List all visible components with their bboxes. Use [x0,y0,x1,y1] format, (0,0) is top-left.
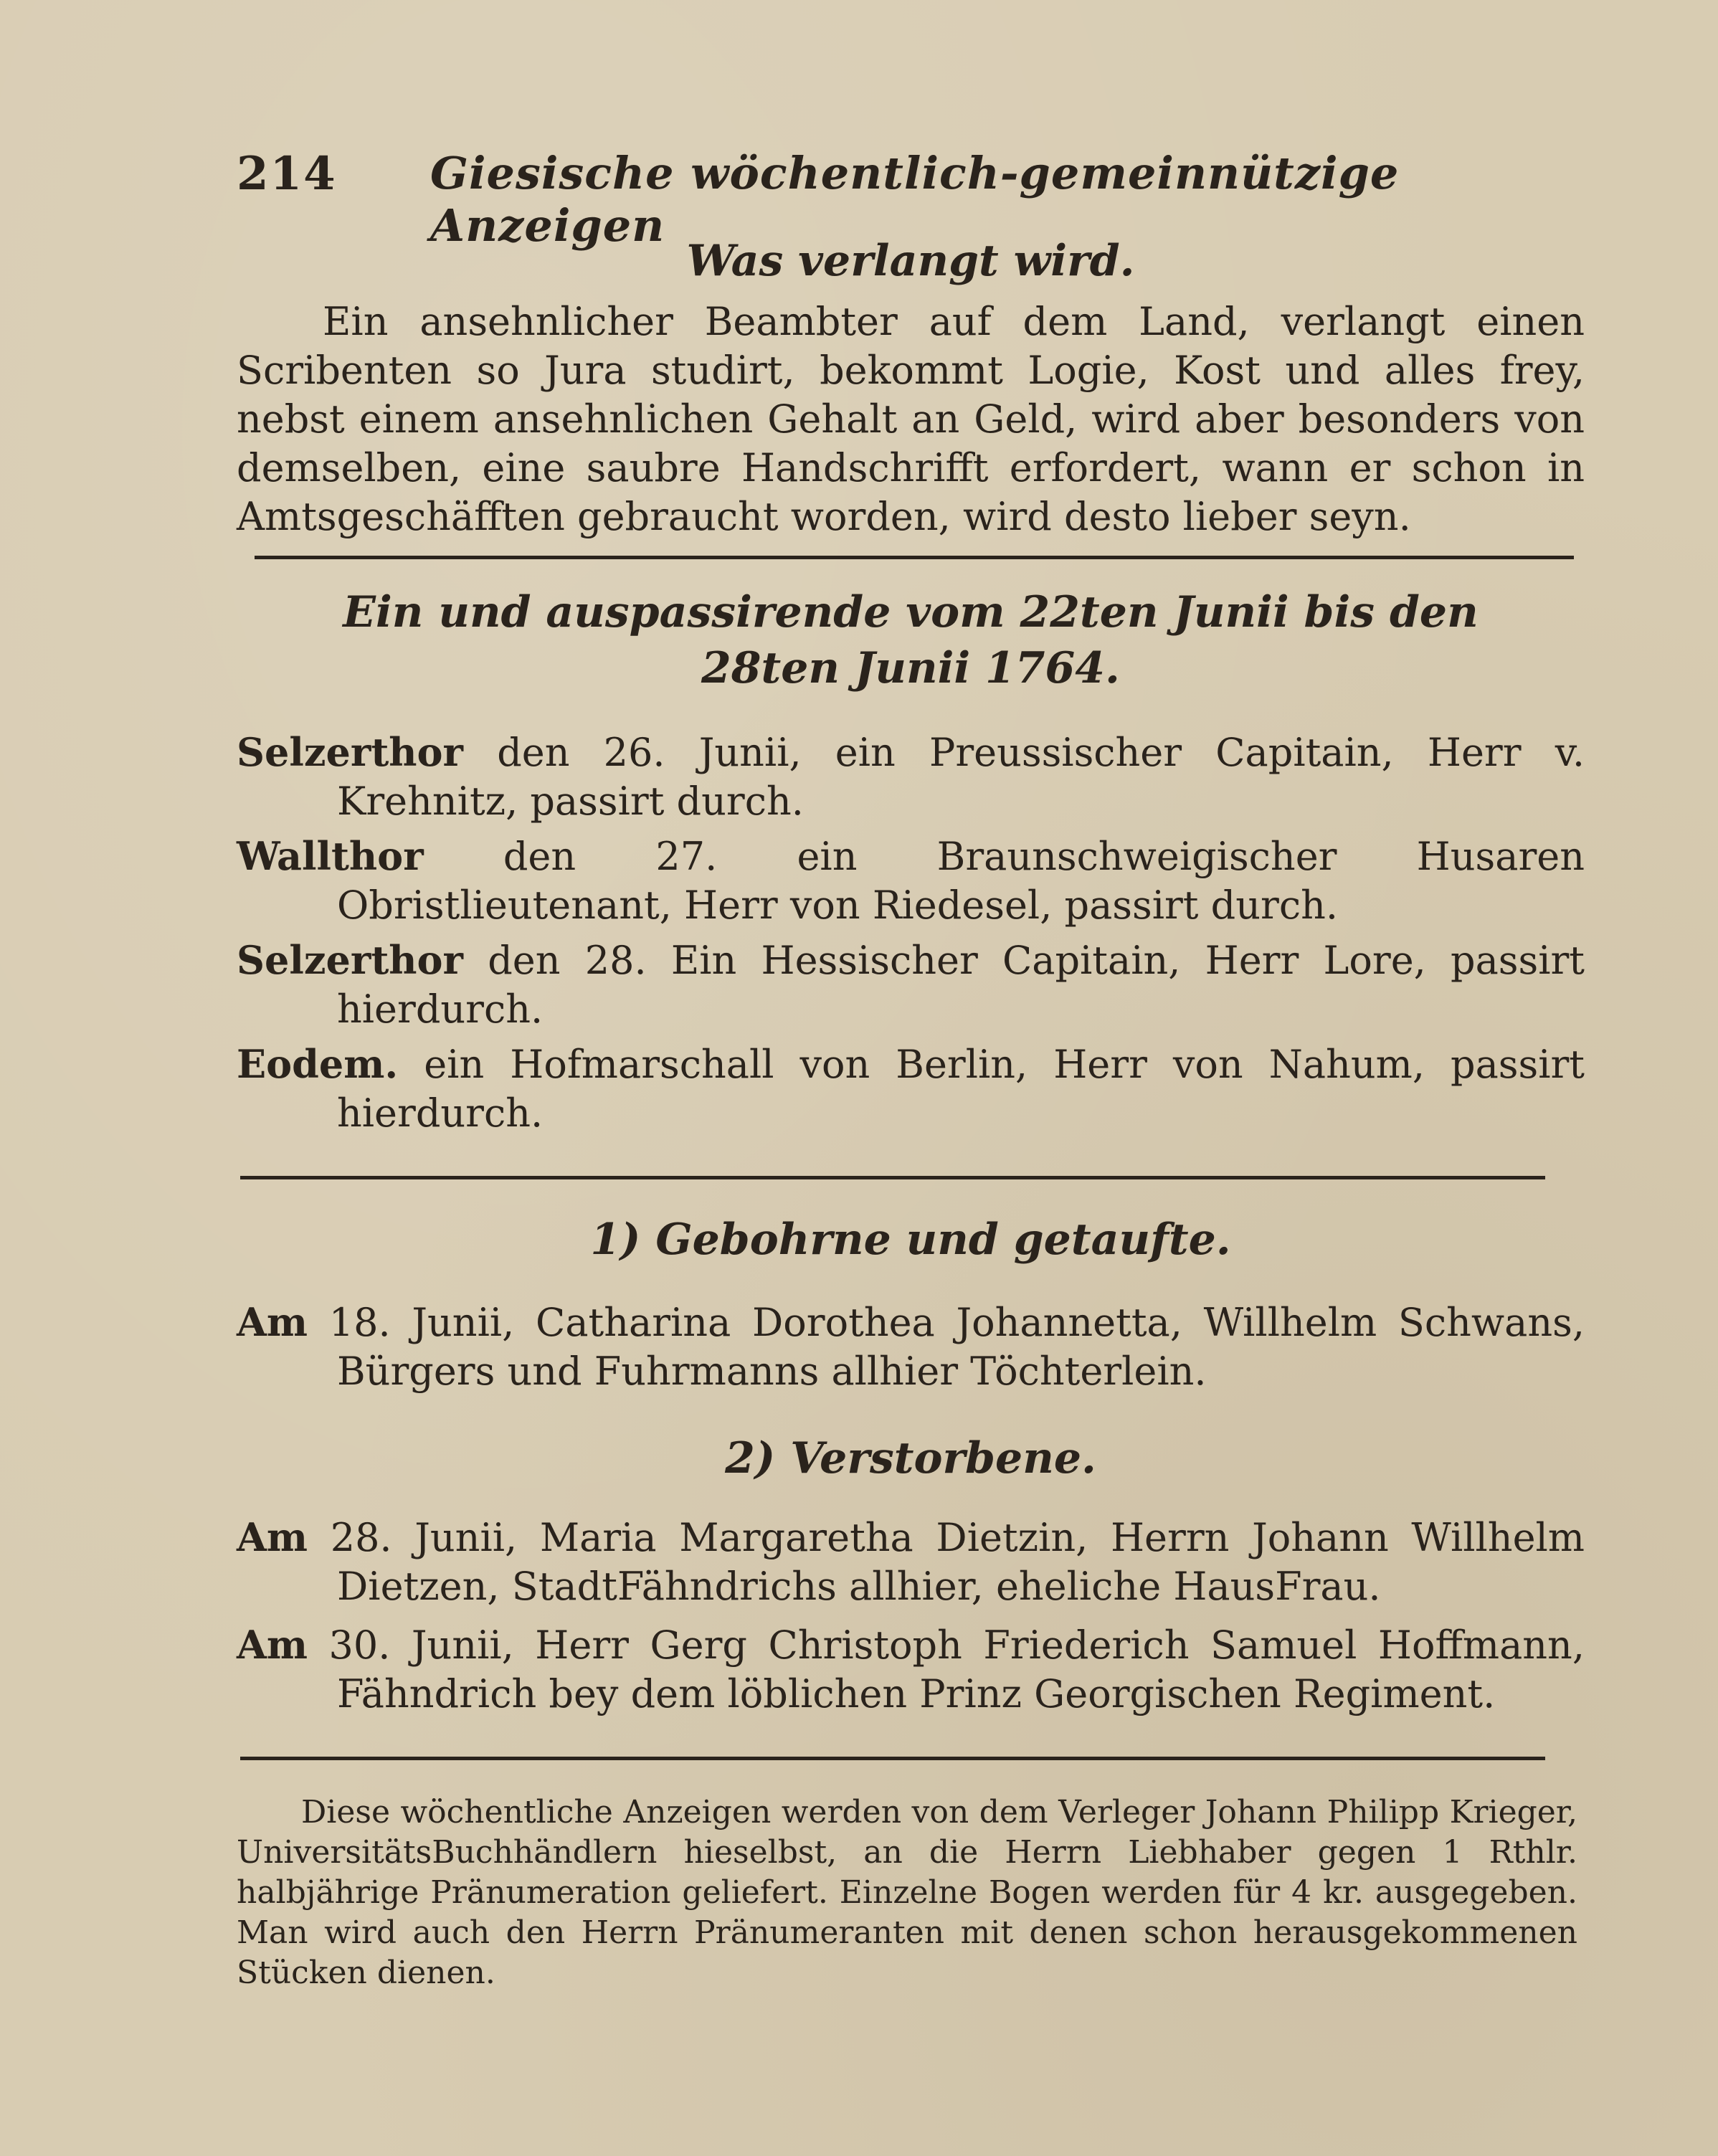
birth-entry [237,1298,1585,1396]
publisher-note-text: Diese wöchentliche Anzeigen werden von dem Verleger Johann Philipp Krieger, UniversitätsBuchhändlern hieselbst, an die Herrn Liebhaber gegen 1 Rthlr. halbjährige Pränumeration geliefert. Einzelne Bogen werden für 4 kr. ausgegeben. Man wird auch den Herrn Pränumeranten mit denen schon herausgekommenen Stücken dienen. [237,1794,1577,1991]
entry-lead: Selzerthor [237,937,464,983]
entry-lead: Am [237,1514,308,1560]
page-number: 214 [237,147,337,201]
page-header [237,147,1585,252]
publisher-note [237,1792,1577,1993]
entry-lead: Am [237,1622,308,1668]
entry-lead: Wallthor [237,833,424,879]
travelers-heading-line2: 28ten Junii 1764. [701,643,1120,693]
births-heading: 1) Gebohrne und getaufte. [590,1215,1231,1265]
entry-lead: Selzerthor [237,729,464,775]
traveler-entry [237,1040,1585,1138]
entry-text: den 26. Junii, ein Preussischer Capitain, Herr v. Krehnitz, passirt durch. [337,730,1585,824]
divider-3 [240,1757,1545,1760]
deaths-heading: 2) Verstorbene. [725,1433,1096,1483]
traveler-entry [237,832,1585,930]
entry-text: ein Hofmarschall von Berlin, Herr von Nahum, passirt hierdurch. [337,1042,1585,1136]
travelers-heading-line1: Ein und auspassirende vom 22ten Junii bis den [343,587,1479,637]
death-entry [237,1513,1585,1611]
death-entry [237,1620,1585,1719]
traveler-entry [237,728,1585,826]
entry-text: 28. Junii, Maria Margaretha Dietzin, Herrn Johann Willhelm Dietzen, StadtFähndrichs allhier, eheliche HausFrau. [308,1515,1585,1609]
entry-lead: Am [237,1299,308,1345]
entry-lead: Eodem. [237,1041,399,1087]
divider-1 [255,556,1574,559]
entry-text: den 28. Ein Hessischer Capitain, Herr Lore, passirt hierdurch. [337,938,1585,1032]
entry-text: 30. Junii, Herr Gerg Christoph Friederich Samuel Hoffmann, Fähndrich bey dem löblichen Prinz Georgischen Regiment. [308,1623,1585,1716]
entry-text: den 27. ein Braunschweigischer Husaren Obristlieutenant, Herr von Riedesel, passirt durch. [337,834,1585,928]
wanted-paragraph [237,298,1585,541]
entry-text: 18. Junii, Catharina Dorothea Johannetta, Willhelm Schwans, Bürgers und Fuhrmanns allhier Töchterlein. [308,1300,1585,1394]
wanted-heading: Was verlangt wird. [686,236,1135,286]
running-title: Giesische wöchentlich-gemeinnützige Anzeigen [430,147,1400,252]
wanted-text: Ein ansehnlicher Beambter auf dem Land, verlangt einen Scribenten so Jura studirt, bekommt Logie, Kost und alles frey, nebst einem ansehnlichen Gehalt an Geld, wird aber besonders von demselben, eine saubre Handschrifft erfordert, wann er schon in Amtsgeschäfften gebraucht worden, wird desto lieber seyn. [237,299,1585,539]
divider-2 [240,1176,1545,1179]
traveler-entry [237,936,1585,1034]
